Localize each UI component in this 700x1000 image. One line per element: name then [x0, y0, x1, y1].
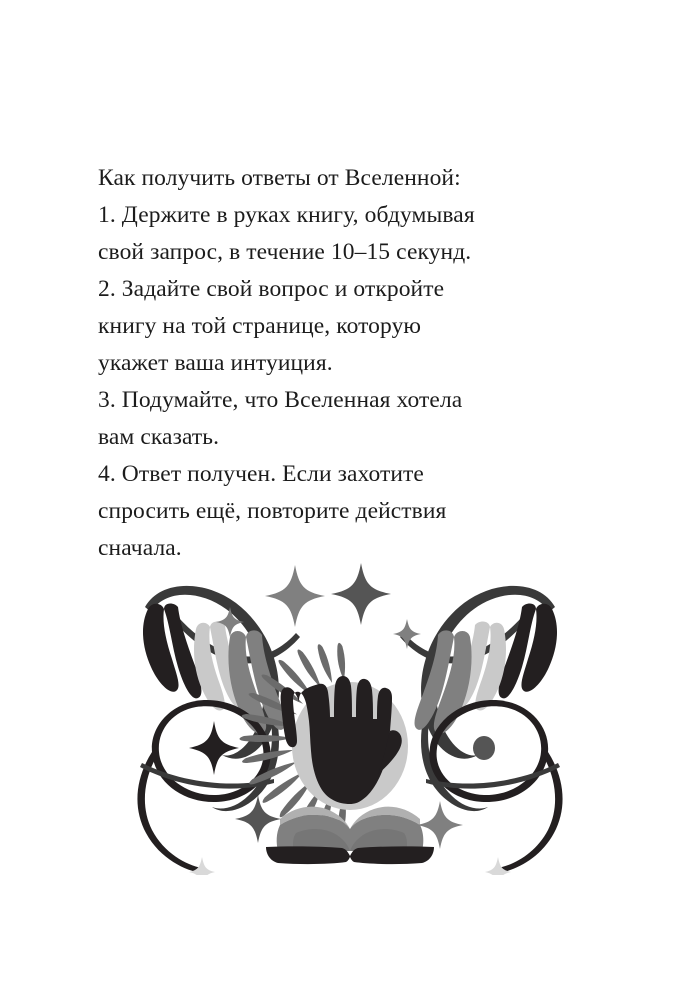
instruction-line: 4. Ответ получен. Если захотите — [98, 461, 424, 487]
instruction-line: спросить ещё, повторите действия — [98, 498, 447, 524]
mystical-hand-book-ornament — [118, 555, 582, 875]
instruction-line: вам сказать. — [98, 424, 220, 450]
instruction-line: 1. Держите в руках книгу, обдумывая — [98, 202, 475, 228]
instruction-line: сначала. — [98, 535, 182, 561]
instructions-block — [98, 160, 568, 567]
right-spiral-with-dot — [426, 700, 563, 875]
instruction-line: Как получить ответы от Вселенной: — [98, 165, 461, 191]
open-book — [266, 807, 434, 864]
left-spiral-with-star — [137, 700, 274, 875]
instruction-line: книгу на той странице, которую — [98, 313, 422, 339]
instruction-line: укажет ваша интуиция. — [98, 350, 333, 376]
spiral-dot — [473, 736, 495, 760]
instruction-line: 3. Подумайте, что Вселенная хотела — [98, 387, 463, 413]
instruction-line: 2. Задайте свой вопрос и откройте — [98, 276, 445, 302]
instruction-line: свой запрос, в течение 10–15 секунд. — [98, 239, 472, 265]
